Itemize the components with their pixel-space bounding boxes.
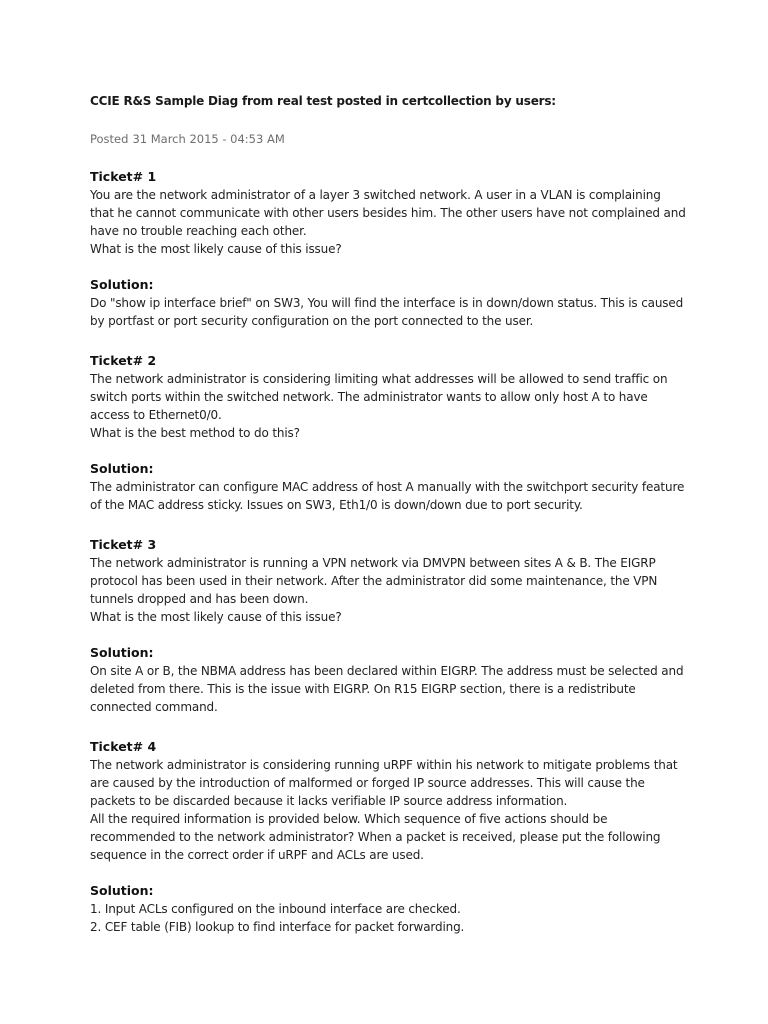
text-line: are caused by the introduction of malformed or forged IP source addresses. This will cause the: [90, 776, 645, 790]
text-line: The network administrator is considering running uRPF within his network to mitigate problems that: [90, 758, 678, 772]
solution-heading: Solution:: [90, 461, 154, 476]
ticket-3: [90, 536, 728, 716]
posted-label: Posted: [90, 132, 129, 146]
solution-text: [90, 662, 728, 716]
text-line: Do "show ip interface brief" on SW3, You will find the interface is in down/down status. This is caused: [90, 296, 684, 310]
posted-date: 31 March 2015 - 04:53 AM: [132, 132, 285, 146]
ticket-solution: [90, 276, 728, 330]
ticket-heading: Ticket# 2: [90, 353, 157, 368]
text-line: The network administrator is considering limiting what addresses will be allowed to send traffic on: [90, 372, 668, 386]
text-line: sequence in the correct order if uRPF and ACLs are used.: [90, 848, 424, 862]
ticket-question: [90, 370, 728, 442]
ticket-heading: Ticket# 3: [90, 537, 157, 552]
text-line: have no trouble reaching each other.: [90, 224, 307, 238]
text-line: of the MAC address sticky. Issues on SW3, Eth1/0 is down/down due to port security.: [90, 498, 583, 512]
text-line: protocol has been used in their network. After the administrator did some maintenance, the VPN: [90, 574, 658, 588]
solution-text: [90, 478, 728, 514]
text-line: The administrator can configure MAC address of host A manually with the switchport security feature: [90, 480, 685, 494]
ticket-question: [90, 554, 728, 626]
solution-text: [90, 294, 728, 330]
document-title: CCIE R&S Sample Diag from real test posted in certcollection by users:: [90, 94, 556, 108]
text-line: You are the network administrator of a layer 3 switched network. A user in a VLAN is complaining: [90, 188, 661, 202]
ticket-solution: [90, 882, 728, 936]
ticket-question: [90, 756, 728, 864]
ticket-2: [90, 352, 728, 514]
text-line: What is the most likely cause of this issue?: [90, 242, 342, 256]
text-line: What is the best method to do this?: [90, 426, 300, 440]
posted-date-line: [90, 130, 728, 148]
text-line: that he cannot communicate with other users besides him. The other users have not complained and: [90, 206, 686, 220]
text-line: tunnels dropped and has been down.: [90, 592, 309, 606]
text-line: switch ports within the switched network. The administrator wants to allow only host A to have: [90, 390, 648, 404]
text-line: connected command.: [90, 700, 218, 714]
list-item: 1. Input ACLs configured on the inbound interface are checked.: [90, 902, 461, 916]
ticket-question: [90, 186, 728, 258]
ticket-4: [90, 738, 728, 936]
ticket-heading: Ticket# 1: [90, 169, 157, 184]
text-line: The network administrator is running a VPN network via DMVPN between sites A & B. The EIGRP: [90, 556, 656, 570]
ticket-solution: [90, 460, 728, 514]
text-line: packets to be discarded because it lacks verifiable IP source address information.: [90, 794, 568, 808]
text-line: deleted from there. This is the issue with EIGRP. On R15 EIGRP section, there is a redistribute: [90, 682, 636, 696]
solution-heading: Solution:: [90, 883, 154, 898]
text-line: On site A or B, the NBMA address has been declared within EIGRP. The address must be selected and: [90, 664, 684, 678]
text-line: What is the most likely cause of this issue?: [90, 610, 342, 624]
ticket-solution: [90, 644, 728, 716]
ticket-heading: Ticket# 4: [90, 739, 157, 754]
text-line: recommended to the network administrator? When a packet is received, please put the following: [90, 830, 661, 844]
solution-heading: Solution:: [90, 277, 154, 292]
ticket-1: [90, 168, 728, 330]
text-line: All the required information is provided below. Which sequence of five actions should be: [90, 812, 608, 826]
list-item: 2. CEF table (FIB) lookup to find interface for packet forwarding.: [90, 920, 465, 934]
text-line: access to Ethernet0/0.: [90, 408, 222, 422]
solution-heading: Solution:: [90, 645, 154, 660]
text-line: by portfast or port security configuration on the port connected to the user.: [90, 314, 534, 328]
solution-steps: [90, 900, 728, 936]
